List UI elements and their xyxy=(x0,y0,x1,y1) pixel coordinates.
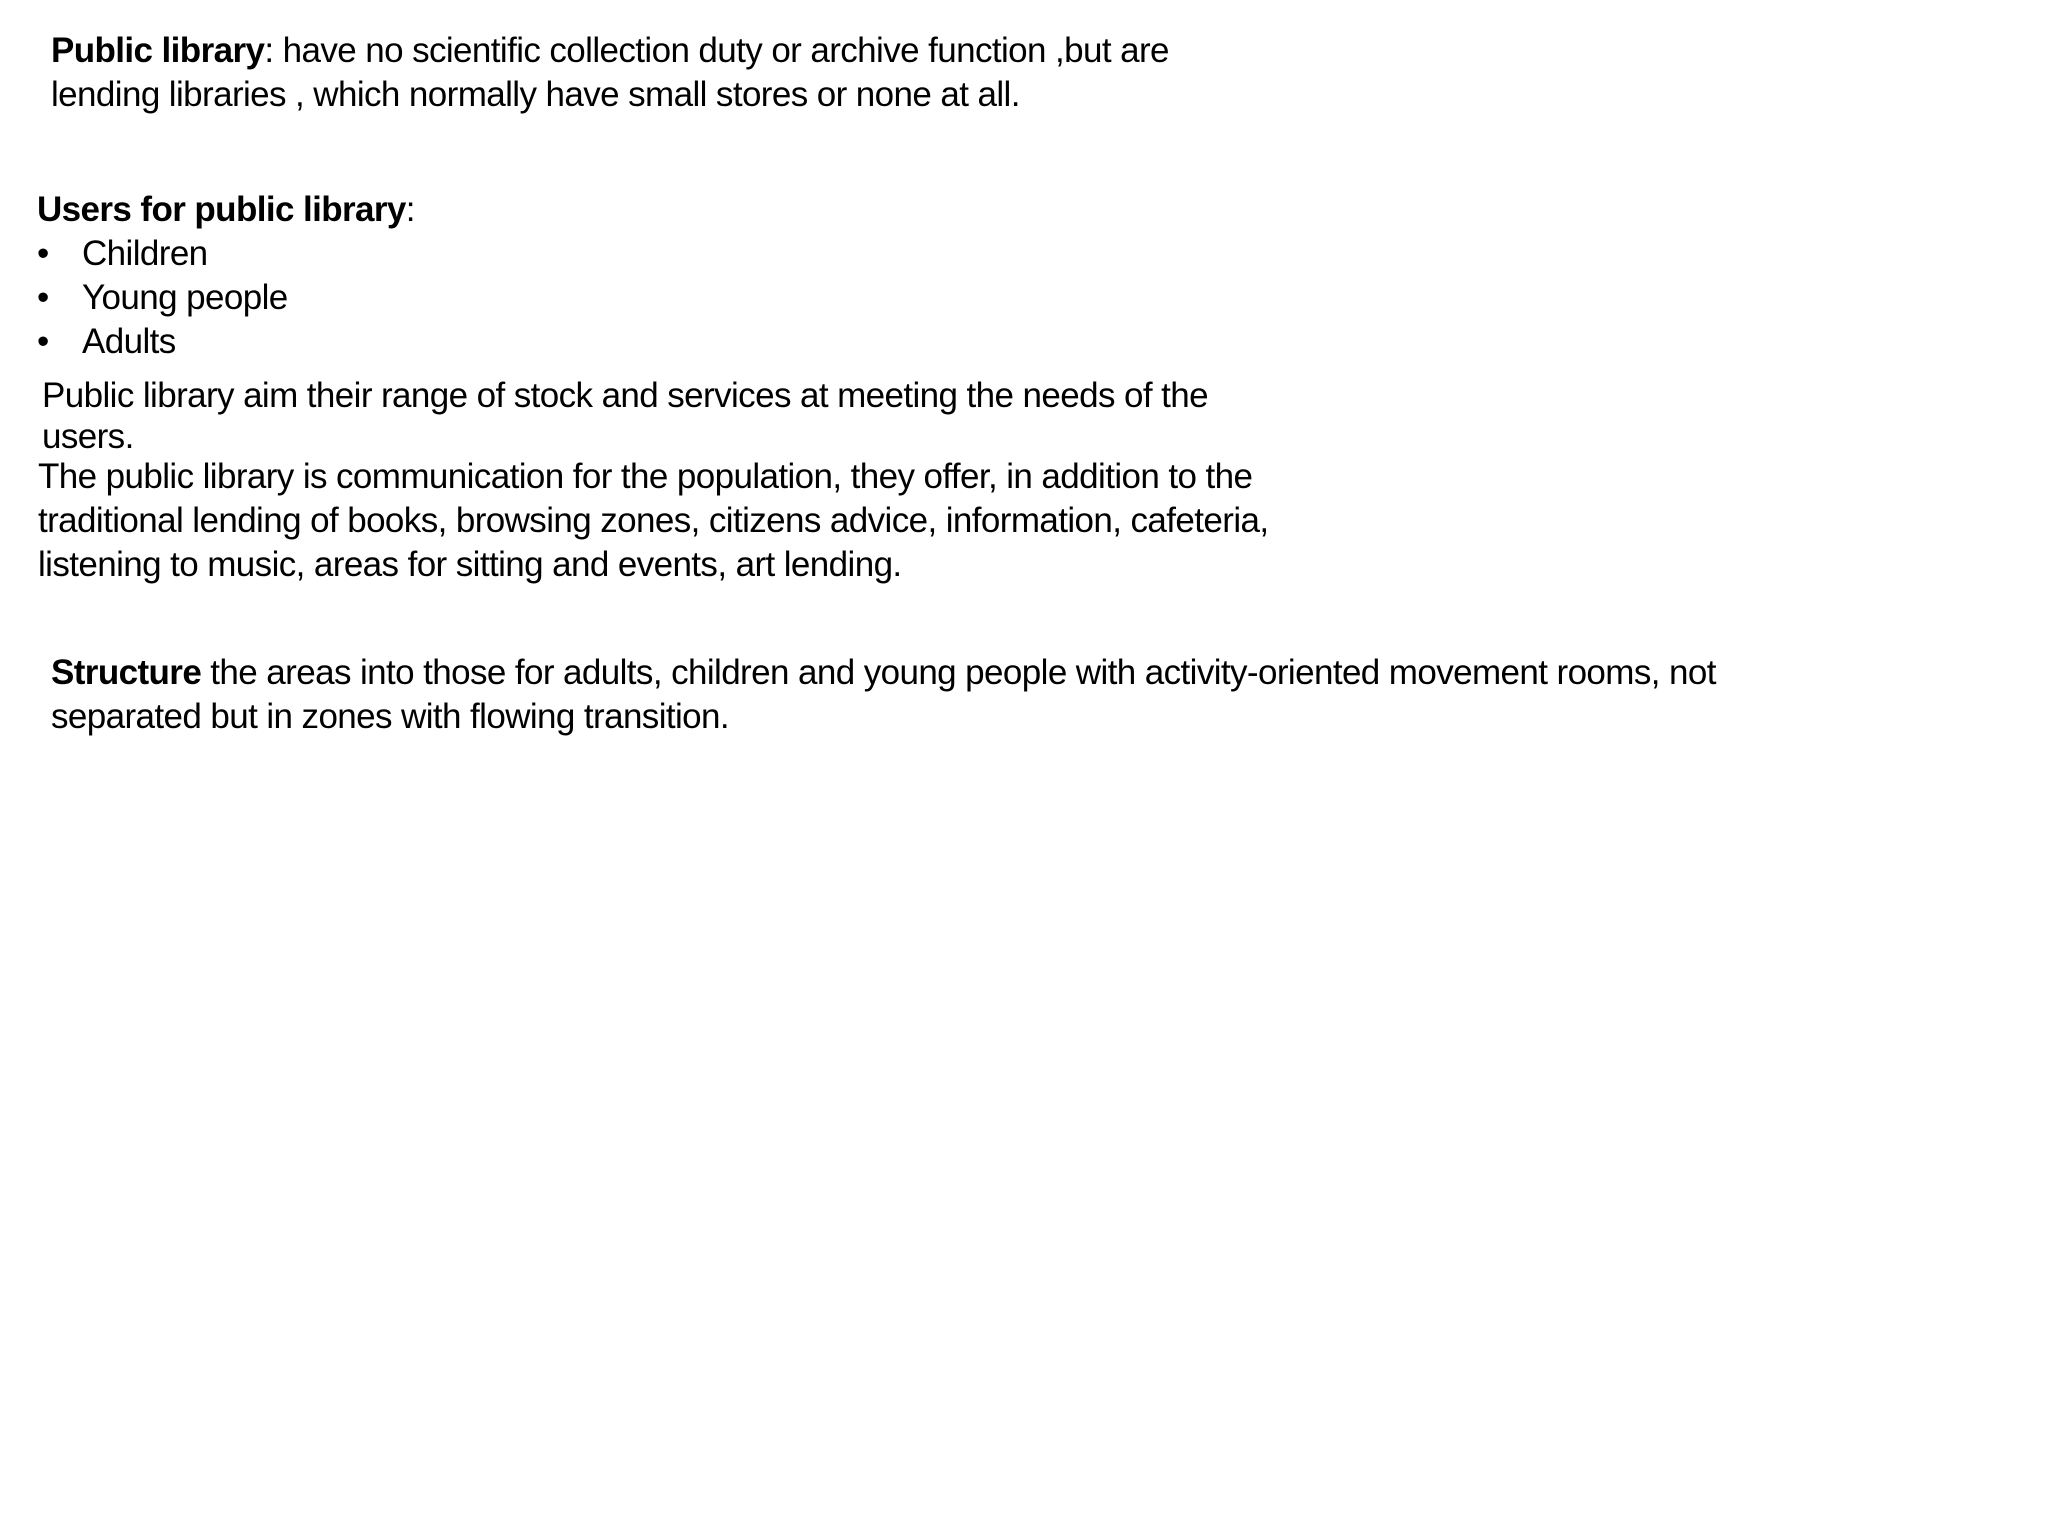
public-library-definition xyxy=(51,29,1169,117)
users-heading-colon: : xyxy=(405,190,415,229)
communication-paragraph xyxy=(38,455,1268,587)
list-item-text: Adults xyxy=(82,322,176,361)
list-item xyxy=(37,232,288,276)
communication-line-1: The public library is communication for the population, they offer, in addition to the xyxy=(38,457,1253,496)
list-item-text: Children xyxy=(82,234,208,273)
definition-line-2: lending libraries , which normally have small stores or none at all. xyxy=(51,75,1020,114)
communication-line-2: traditional lending of books, browsing zones, citizens advice, information, cafeteria, xyxy=(38,501,1269,540)
definition-line-1 xyxy=(51,29,1169,73)
structure-term: Structure xyxy=(51,653,202,692)
definition-line-1-text: : have no scientific collection duty or archive function ,but are xyxy=(264,31,1169,70)
bullet-icon: • xyxy=(37,234,49,273)
structure-line-1-text: the areas into those for adults, children and young people with activity-oriented movement rooms, not xyxy=(201,653,1716,692)
list-item xyxy=(37,320,288,364)
structure-paragraph xyxy=(51,651,1716,739)
aim-line-1: Public library aim their range of stock and services at meeting the needs of the xyxy=(42,376,1208,415)
structure-line-1 xyxy=(51,651,1716,695)
aim-paragraph xyxy=(42,375,1208,457)
structure-line-2: separated but in zones with flowing transition. xyxy=(51,697,730,736)
list-item-text: Young people xyxy=(82,278,288,317)
definition-term: Public library xyxy=(51,31,265,70)
list-item xyxy=(37,276,288,320)
bullet-icon: • xyxy=(37,278,49,317)
users-heading-text: Users for public library xyxy=(37,190,406,229)
aim-line-2: users. xyxy=(42,417,134,456)
users-list xyxy=(37,232,288,364)
users-heading xyxy=(37,188,415,232)
communication-line-3: listening to music, areas for sitting and events, art lending. xyxy=(38,545,902,584)
bullet-icon: • xyxy=(37,322,49,361)
